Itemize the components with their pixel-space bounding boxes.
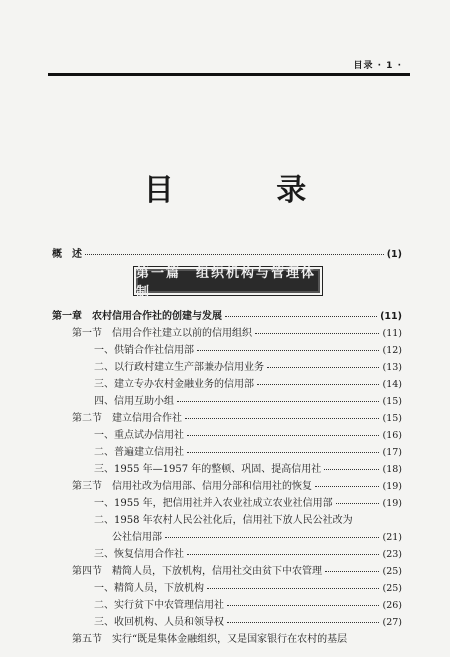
toc-entry-text: 一、重点试办信用社 xyxy=(94,430,184,441)
toc-entry-item-wrapped[interactable]: 二、1958 年农村人民公社化后，信用社下放人民公社改为 xyxy=(94,515,353,526)
toc-entry-text: 第四节 精简人员，下放机构，信用社交由贫下中农管理 xyxy=(72,566,322,577)
leader-dots xyxy=(187,452,379,453)
header-rule xyxy=(48,73,410,76)
toc-entry-text: 第一节 信用合作社建立以前的信用组织 xyxy=(72,328,252,339)
leader-dots xyxy=(177,401,379,402)
leader-dots xyxy=(207,588,379,589)
toc-entry-page: (13) xyxy=(382,362,402,373)
toc-entry-section-wrapped[interactable]: 第五节 实行“既是集体金融组织，又是国家银行在农村的基层 xyxy=(72,634,348,645)
toc-entry-section[interactable] xyxy=(72,477,402,492)
toc-entry-text: 一、精简人员，下放机构 xyxy=(94,583,204,594)
toc-entry-text: 二、以行政村建立生产部兼办信用业务 xyxy=(94,362,264,373)
running-header: 目录 · 1 · xyxy=(353,61,402,71)
toc-entry-text: 二、普遍建立信用社 xyxy=(94,447,184,458)
leader-dots xyxy=(315,486,379,487)
toc-entry-page: (12) xyxy=(382,345,402,356)
toc-entry-item[interactable] xyxy=(94,375,402,390)
leader-dots xyxy=(324,469,379,470)
toc-entry-page: (25) xyxy=(382,566,402,577)
toc-entry-item[interactable] xyxy=(94,358,402,373)
toc-entry-text: 三、1955 年—1957 年的整顿、巩固、提高信用社 xyxy=(94,464,322,475)
toc-entry-section[interactable] xyxy=(72,409,402,424)
part-heading-text: 第一篇 组织机构与管理体制 xyxy=(136,266,317,300)
toc-entry-text: 三、建立专办农村金融业务的信用部 xyxy=(94,379,254,390)
toc-entry-page: (15) xyxy=(382,413,402,424)
toc-entry-text: 第二节 建立信用合作社 xyxy=(72,413,182,424)
toc-entry-page: (19) xyxy=(382,481,402,492)
toc-entry-page: (26) xyxy=(382,600,402,611)
toc-entry-page: (27) xyxy=(382,617,402,628)
toc-entry-text: 第一章 农村信用合作社的创建与发展 xyxy=(52,311,222,322)
leader-dots xyxy=(165,537,379,538)
leader-dots xyxy=(85,254,384,255)
toc-entry-item[interactable] xyxy=(94,426,402,441)
toc-entry-page: (1) xyxy=(386,249,402,260)
leader-dots xyxy=(185,418,379,419)
toc-entry-page: (16) xyxy=(382,430,402,441)
leader-dots xyxy=(336,503,380,504)
toc-entry-page: (18) xyxy=(382,464,402,475)
leader-dots xyxy=(197,350,379,351)
leader-dots xyxy=(267,367,379,368)
toc-entry-page: (19) xyxy=(382,498,402,509)
leader-dots xyxy=(225,316,377,317)
toc-entry-item[interactable] xyxy=(94,596,402,611)
part-heading-box xyxy=(133,266,323,300)
leader-dots xyxy=(187,554,379,555)
part-heading-fill xyxy=(136,266,320,300)
leader-dots xyxy=(255,333,379,334)
toc-entry-item-continuation[interactable] xyxy=(112,528,402,543)
toc-entry-text: 第三节 信用社改为信用部、信用分部和信用社的恢复 xyxy=(72,481,312,492)
leader-dots xyxy=(187,435,379,436)
toc-entry-item[interactable] xyxy=(94,392,402,407)
toc-entry-section[interactable] xyxy=(72,324,402,339)
toc-entry-section[interactable] xyxy=(72,562,402,577)
toc-entry-page: (11) xyxy=(382,328,402,339)
page-title: 目 录 xyxy=(143,173,353,208)
toc-entry-page: (14) xyxy=(382,379,402,390)
toc-entry-text: 一、供销合作社信用部 xyxy=(94,345,194,356)
toc-entry-item[interactable] xyxy=(94,545,402,560)
toc-entry-text: 二、实行贫下中农管理信用社 xyxy=(94,600,224,611)
toc-entry-item[interactable] xyxy=(94,494,402,509)
leader-dots xyxy=(325,571,379,572)
toc-entry-text: 公社信用部 xyxy=(112,532,162,543)
toc-entry-chapter[interactable] xyxy=(52,307,402,322)
toc-entry-text: 三、恢复信用合作社 xyxy=(94,549,184,560)
leader-dots xyxy=(257,384,379,385)
toc-entry-item[interactable] xyxy=(94,443,402,458)
leader-dots xyxy=(227,605,379,606)
toc-entry-text: 三、收回机构、人员和领导权 xyxy=(94,617,224,628)
toc-entry-item[interactable] xyxy=(94,341,402,356)
toc-entry-overview[interactable] xyxy=(52,245,402,260)
toc-entry-item[interactable] xyxy=(94,579,402,594)
toc-entry-text: 概 述 xyxy=(52,249,82,260)
toc-entry-page: (25) xyxy=(382,583,402,594)
toc-entry-page: (21) xyxy=(382,532,402,543)
toc-entry-page: (23) xyxy=(382,549,402,560)
toc-entry-text: 一、1955 年，把信用社并入农业社成立农业社信用部 xyxy=(94,498,333,509)
toc-entry-text: 四、信用互助小组 xyxy=(94,396,174,407)
toc-entry-page: (15) xyxy=(382,396,402,407)
toc-entry-page: (11) xyxy=(380,311,402,322)
leader-dots xyxy=(227,622,379,623)
toc-entry-item[interactable] xyxy=(94,613,402,628)
toc-entry-item[interactable] xyxy=(94,460,402,475)
toc-entry-page: (17) xyxy=(382,447,402,458)
